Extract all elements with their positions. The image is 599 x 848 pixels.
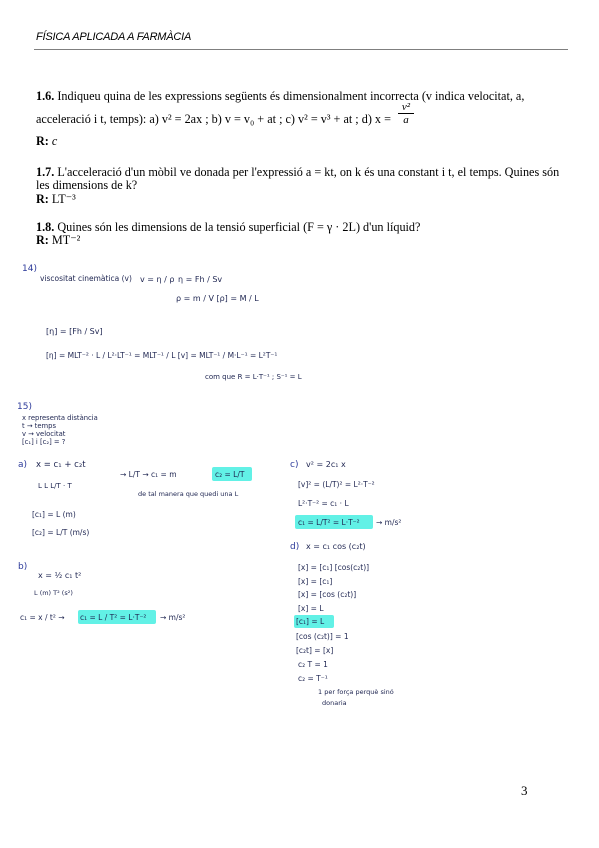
notes-a-dims: L L L/T · T xyxy=(38,482,72,490)
question-1-8-line1 xyxy=(36,218,566,236)
notes-c-eq: v² = 2c₁ x xyxy=(306,460,346,469)
question-1-6-number: 1.6. xyxy=(36,89,55,103)
notes-d-r5: [cos (c₂t)] = 1 xyxy=(296,632,349,641)
notes-c-r2: L²·T⁻² = c₁ · L xyxy=(298,499,349,508)
answer-1-7-value: LT⁻³ xyxy=(51,192,76,206)
notes-d-eq: x = c₁ cos (c₂t) xyxy=(306,542,366,551)
question-1-6-line2 xyxy=(36,110,391,128)
notes-15-label: 15) xyxy=(17,402,32,412)
answer-1-6-label: R: xyxy=(36,134,49,148)
notes-14-eq1: v = η / ρ xyxy=(140,275,175,284)
notes-b-hl: c₁ = L / T² = L·T⁻² xyxy=(80,613,147,622)
question-1-6-text2: acceleració i t, temps): a) v² = 2ax ; b) v = v₀ + at ; c) v² = v³ + at ; d) x = xyxy=(36,112,391,126)
notes-d-note1: 1 per força perquè sinó xyxy=(318,688,394,696)
notes-a-hl: c₂ = L/T xyxy=(215,470,245,479)
notes-14-label: 14) xyxy=(22,264,37,274)
notes-15-legend-2: t → temps xyxy=(22,422,57,430)
notes-a-note: de tal manera que quedi una L xyxy=(138,490,239,498)
notes-d-r4: [x] = L xyxy=(298,604,324,613)
notes-d-r1: [x] = [c₁] [cos(c₂t)] xyxy=(298,563,370,572)
notes-14-eq3: ρ = m / V [ρ] = M / L xyxy=(176,294,259,303)
notes-d-r3: [x] = [cos (c₂t)] xyxy=(298,590,357,599)
notes-d-r2: [x] = [c₁] xyxy=(298,577,333,586)
notes-a-r2: [c₂] = L/T (m/s) xyxy=(32,528,90,537)
notes-14-eq6: com que R = L·T⁻¹ ; S⁻¹ = L xyxy=(205,373,302,381)
question-1-7-text2: les dimensions de k? xyxy=(36,178,138,192)
question-1-7-number: 1.7. xyxy=(36,165,55,179)
notes-d-note2: donaria xyxy=(322,699,347,707)
notes-a-label: a) xyxy=(18,460,28,470)
question-1-8-text1: Quines són les dimensions de la tensió superficial (F = γ · 2L) d'un líquid? xyxy=(57,220,421,234)
notes-a-arrow: → L/T → c₁ = m xyxy=(120,470,177,479)
question-1-6-line1 xyxy=(36,87,566,105)
notes-c-hl: c₁ = L/T² = L·T⁻² xyxy=(298,518,360,527)
answer-1-8-value: MT⁻² xyxy=(51,233,81,247)
notes-15-legend-4: [c₁] i [c₂] = ? xyxy=(22,438,66,446)
notes-a-eq: x = c₁ + c₂t xyxy=(36,460,86,470)
notes-d-r8: c₂ = T⁻¹ xyxy=(298,674,328,683)
notes-15-legend xyxy=(22,414,98,446)
notes-15-legend-3: v → velocitat xyxy=(22,430,66,438)
answer-1-8-label: R: xyxy=(36,233,49,247)
notes-d-r6: [c₂t] = [x] xyxy=(296,646,334,655)
notes-d-hl: [c₁] = L xyxy=(296,617,325,626)
answer-1-8 xyxy=(36,233,80,248)
question-1-6-text1: Indiqueu quina de les expressions següents és dimensionalment incorrecta (v indica velocitat, a, xyxy=(57,89,525,103)
notes-c-label: c) xyxy=(290,460,299,470)
notes-d-label: d) xyxy=(290,542,300,552)
notes-14-title: viscositat cinemàtica (v) xyxy=(40,274,132,283)
notes-b-eq: x = ½ c₁ t² xyxy=(38,571,82,580)
question-1-7-text1: L'acceleració d'un mòbil ve donada per l'expressió a = kt, on k és una constant i t, el temps. Quines són xyxy=(57,165,560,179)
notes-b-unit: → m/s² xyxy=(160,613,186,622)
header-rule xyxy=(34,49,568,50)
notes-14-eq2: η = Fh / Sv xyxy=(178,275,223,284)
answer-1-7 xyxy=(36,192,76,207)
notes-14-eq5: [η] = MLT⁻² · L / L²·LT⁻¹ = MLT⁻¹ / L [v] = MLT⁻¹ / M·L⁻¹ = L²T⁻¹ xyxy=(46,351,278,360)
answer-1-6-value: c xyxy=(51,134,58,148)
notes-b-label: b) xyxy=(18,562,28,572)
handwritten-notes xyxy=(0,255,599,725)
fraction xyxy=(398,101,414,126)
document-header: FÍSICA APLICADA A FARMÀCIA xyxy=(36,31,192,43)
fraction-numerator: v² xyxy=(398,101,414,114)
fraction-denominator: a xyxy=(403,114,409,126)
notes-c-unit: → m/s² xyxy=(376,518,402,527)
notes-a-r1: [c₁] = L (m) xyxy=(32,510,76,519)
notes-15-legend-1: x representa distància xyxy=(22,414,98,422)
answer-1-7-label: R: xyxy=(36,192,49,206)
answer-1-6 xyxy=(36,134,57,149)
page-number: 3 xyxy=(521,783,528,798)
notes-c-r1: [v]² = (L/T)² = L²·T⁻² xyxy=(298,480,375,489)
notes-b-dims: L (m) T² (s²) xyxy=(34,589,73,597)
notes-d-r7: c₂ T = 1 xyxy=(298,660,328,669)
question-1-8-number: 1.8. xyxy=(36,220,55,234)
notes-b-r: c₁ = x / t² → xyxy=(20,613,65,622)
notes-14-eq4: [η] = [Fh / Sv] xyxy=(46,327,103,336)
question-1-7-line2 xyxy=(36,176,566,194)
